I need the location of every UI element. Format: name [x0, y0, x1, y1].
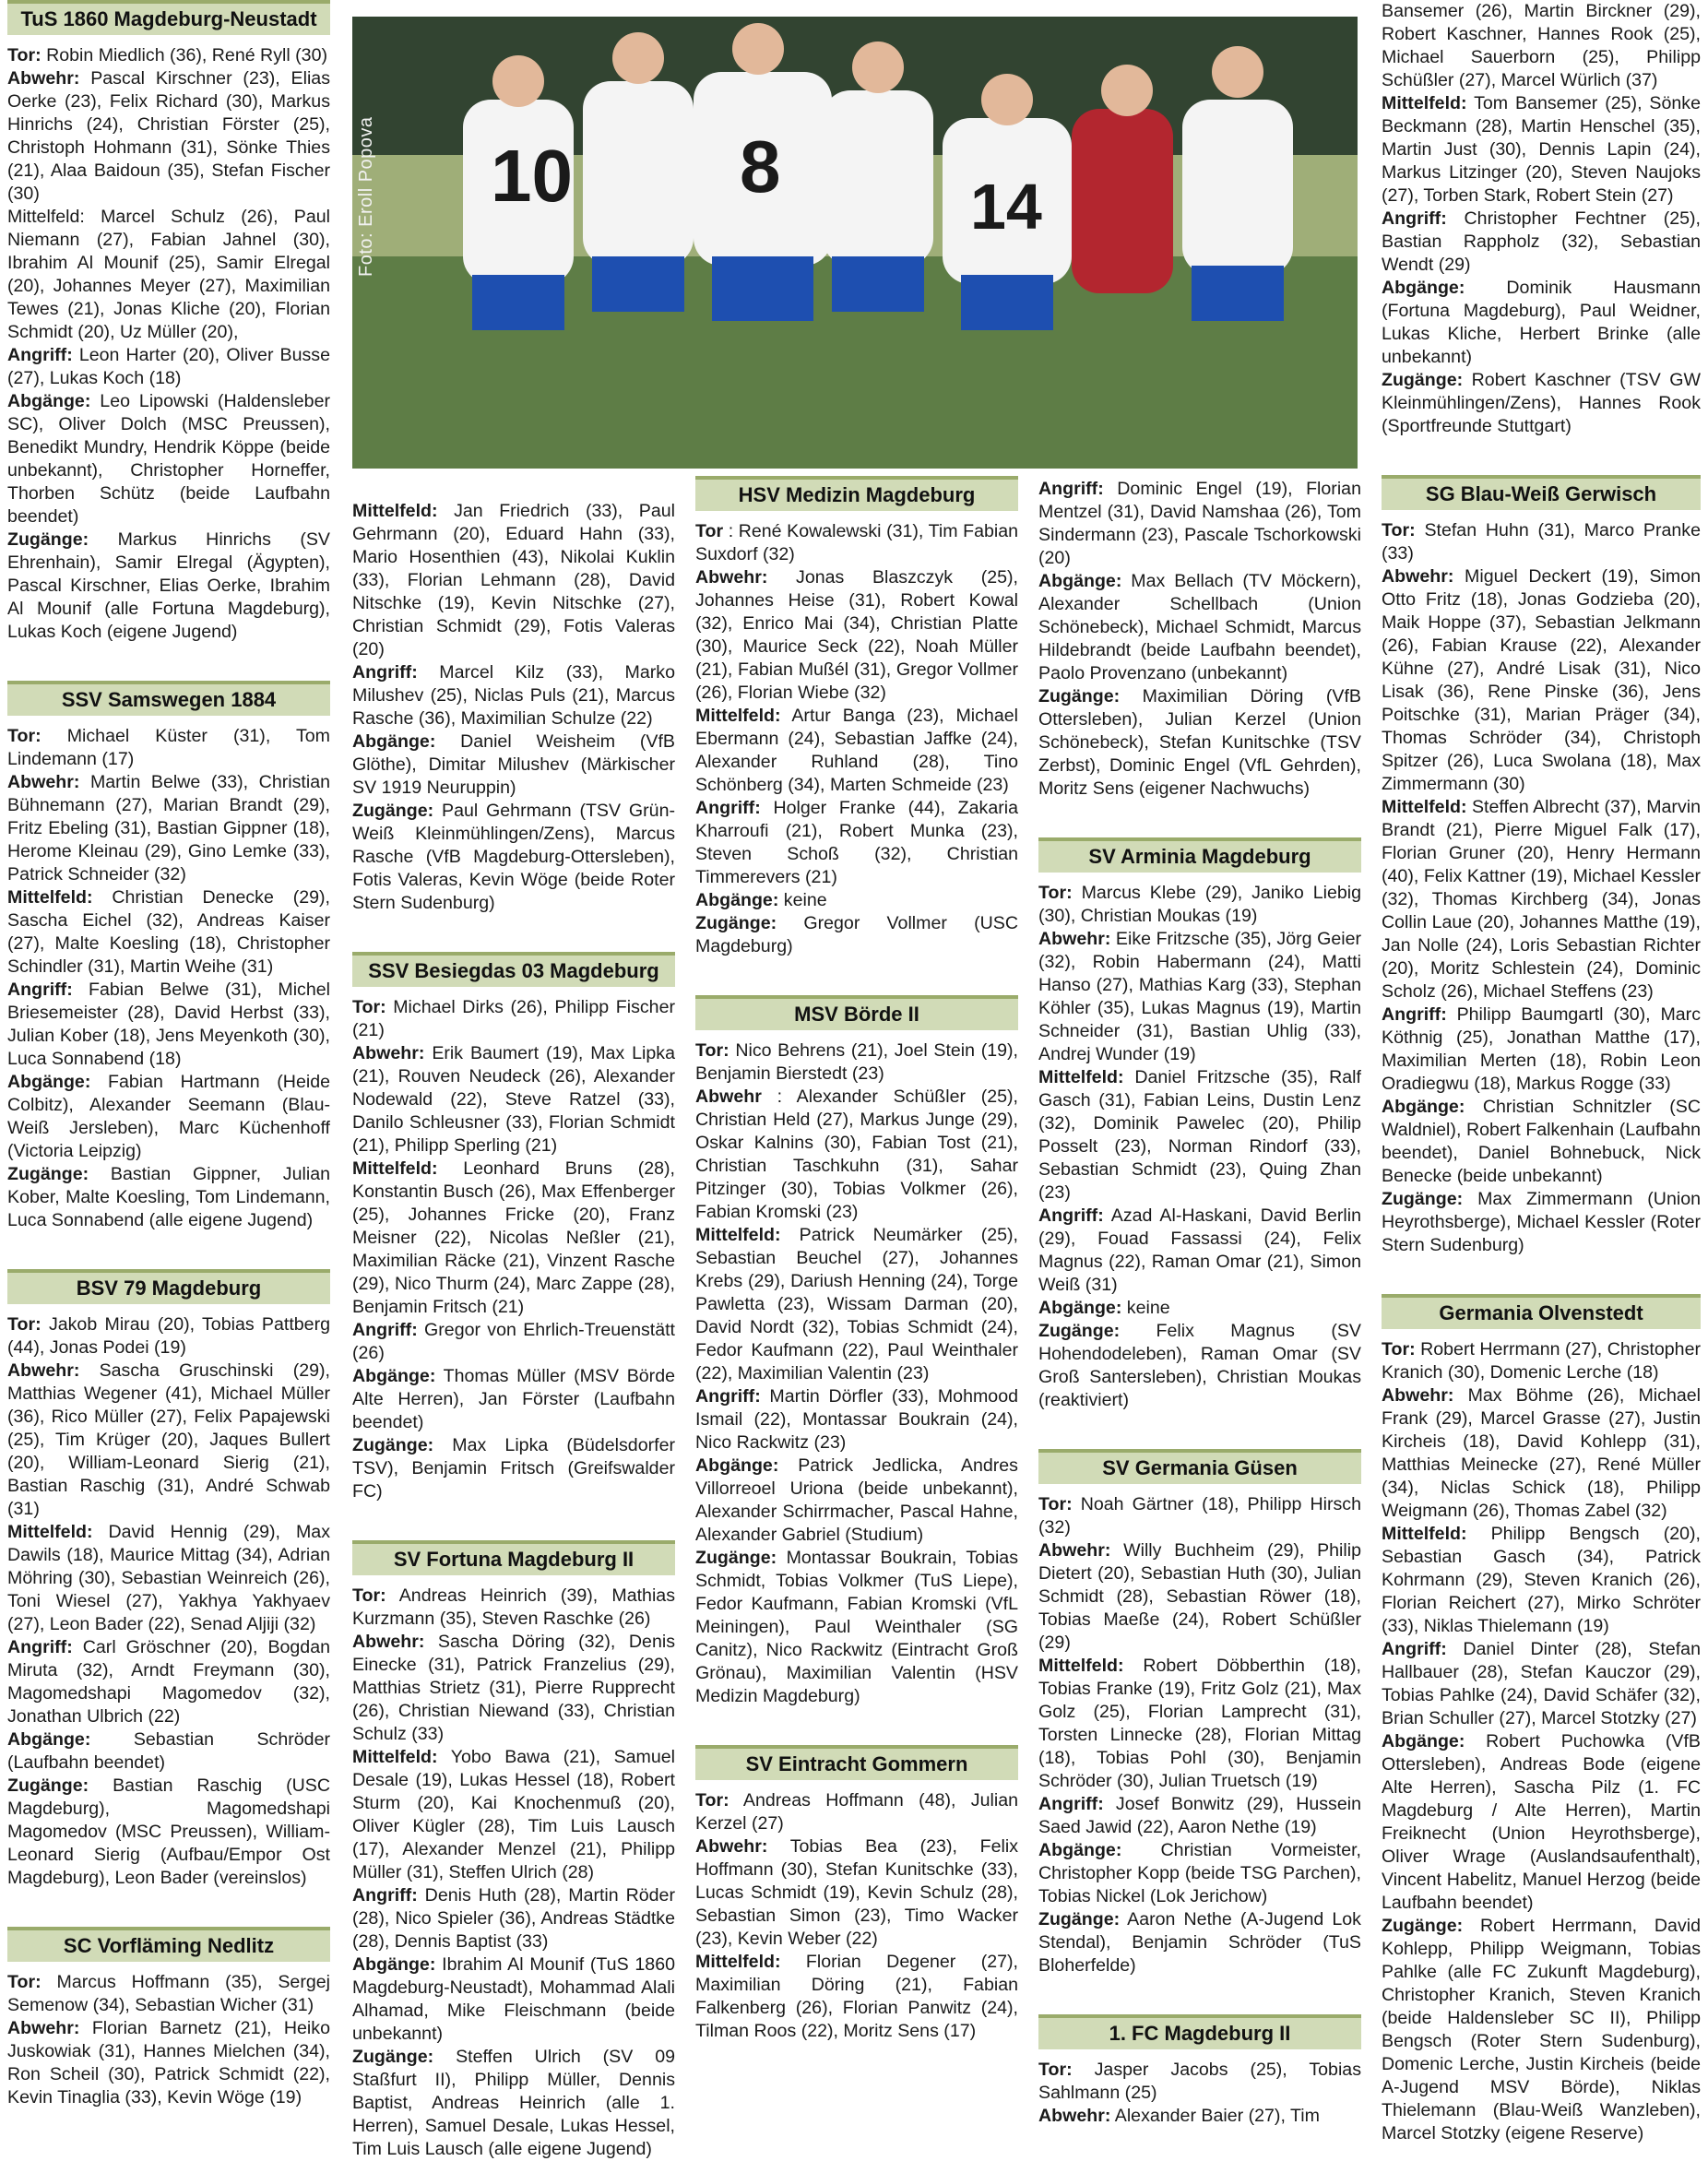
- player-list: Paul Gehrmann (TSV Grün-Weiß Kleinmühlingen/Zens), Marcus Rasche (VfB Magdeburg-Ottersleben), Fotis Valeras, Kevin Wöge (beide Roter Stern Sudenburg): [352, 801, 675, 913]
- svg-text:14: 14: [970, 171, 1042, 243]
- position-label: Abwehr:: [695, 567, 768, 588]
- player-list: Josef Bonwitz (29), Hussein Saed Jawid (22), Aaron Nethe (19): [1038, 1794, 1361, 1837]
- roster-entry: [352, 1319, 675, 1365]
- roster-entry: [1038, 1205, 1361, 1297]
- position-label: Abgänge:: [695, 890, 779, 910]
- roster-entry: [352, 1042, 675, 1158]
- roster-entry: [1382, 208, 1701, 277]
- player-list: Gregor von Ehrlich-Treuenstätt (26): [352, 1320, 675, 1363]
- position-label: Abwehr: [695, 1086, 762, 1107]
- player-list: Gregor Vollmer (USC Magdeburg): [695, 913, 1018, 956]
- team-header: SG Blau-Weiß Gerwisch: [1382, 475, 1701, 510]
- roster-entry: [7, 1971, 330, 2017]
- position-label: Mittelfeld:: [695, 706, 781, 726]
- roster-entry: [1382, 1096, 1701, 1188]
- position-label: Tor:: [1382, 1339, 1416, 1360]
- team-block: [695, 476, 1018, 958]
- roster-entry: [7, 725, 330, 771]
- player-list: Martin Dörfler (33), Mohmood Ismail (22), Montassar Boukrain (24), Nico Rackwitz (23): [695, 1386, 1018, 1453]
- player-list: Philipp Bengsch (20), Sebastian Gasch (34), Patrick Kohrmann (29), Steven Kranich (26), Florian Reichert (27), Mirko Schröter (33), Niklas Thielemann (19): [1382, 1524, 1701, 1636]
- position-label: Mittelfeld:: [1382, 93, 1467, 113]
- position-label: Angriff:: [1038, 1205, 1104, 1226]
- player-list: Robert Herrmann, David Kohlepp, Philipp Weigmann, Tobias Pahlke (alle FC Zukunft Magdeburg), Christopher Kranich, Steven Kranich (beide Haldensleber SC II), Philipp Bengsch (Roter Stern Sudenburg), Domenic Lerche, Justin Kircheis (beide A-Jugend MSV Börde), Niklas Thielemann (Blau-Weiß Wanzleben), Marcel Stotzky (eigene Reserve): [1382, 1916, 1701, 2143]
- team-block: [1038, 478, 1361, 801]
- roster-entry: [1038, 1297, 1361, 1320]
- position-label: Tor:: [1382, 520, 1416, 540]
- svg-text:8: 8: [740, 125, 781, 208]
- position-label: Abgänge:: [1382, 278, 1465, 298]
- position-label: Tor:: [7, 726, 42, 746]
- position-label: Mittelfeld:: [1038, 1656, 1124, 1676]
- player-list: Yobo Bawa (21), Samuel Desale (19), Lukas Hessel (18), Robert Sturm (20), Kai Knochenmuß (20), Oliver Kügler (28), Tim Luis Lausch (17), Alexander Menzel (21), Philipp Müller (31), Steffen Ulrich (28): [352, 1747, 676, 1882]
- team-block: [1382, 1294, 1701, 2145]
- team-header: MSV Börde II: [695, 995, 1018, 1030]
- roster-entry: [695, 797, 1018, 889]
- team-block: [1382, 475, 1701, 1257]
- player-list: Michael Dirks (26), Philipp Fischer (21): [352, 997, 675, 1040]
- position-label: Zugänge:: [352, 2047, 434, 2067]
- player-list: Willy Buchheim (29), Philip Dietert (20), Sebastian Huth (30), Julian Schmidt (28), Sebastian Röwer (18), Tobias Maeße (24), Robert Schüßler (29): [1038, 1540, 1361, 1653]
- position-label: Abwehr:: [1382, 566, 1454, 587]
- player-list: Sascha Döring (32), Denis Einecke (31), Patrick Franzelius (29), Matthias Strietz (31), Pierre Rupprecht (26), Christian Niewand (33), Christian Schulz (33): [352, 1632, 675, 1744]
- player-list: Daniel Fritzsche (35), Ralf Gasch (31), Fabian Leins, Dustin Lenz (32), Dominik Pawelec (20), Philip Posselt (23), Norman Rindorf (33), Sebastian Schmidt (23), Quing Zhan (23): [1038, 1067, 1361, 1203]
- player-list: Max Zimmermann (Union Heyrothsberge), Michael Kessler (Roter Stern Sudenburg): [1382, 1189, 1701, 1255]
- team-photo-illustration: [352, 17, 1358, 469]
- roster-entry: [7, 390, 330, 528]
- position-label: Abgänge:: [352, 731, 436, 752]
- position-label: Mittelfeld:: [352, 501, 438, 521]
- position-label: Angriff:: [7, 345, 73, 365]
- roster-entry: [1038, 1655, 1361, 1793]
- player-list: Jakob Mirau (20), Tobias Pattberg (44), Jonas Podei (19): [7, 1314, 330, 1358]
- position-label: Mittelfeld:: [1382, 1524, 1467, 1544]
- player-list: Nico Behrens (21), Joel Stein (19), Benjamin Bierstedt (23): [695, 1040, 1018, 1084]
- team-header: BSV 79 Magdeburg: [7, 1269, 330, 1304]
- team-block: [695, 1745, 1018, 2043]
- player-list: : René Kowalewski (31), Tim Fabian Suxdorf (32): [695, 521, 1019, 564]
- team-block: [1038, 2014, 1361, 2128]
- roster-entry: [7, 1163, 330, 1232]
- roster-entry: [1382, 1915, 1701, 2145]
- position-label: Mittelfeld:: [1038, 1067, 1124, 1087]
- player-list: Tobias Bea (23), Felix Hoffmann (30), Stefan Kunitschke (33), Lucas Schmidt (19), Kevin Schulz (28), Sebastian Simon (23), Timo Wacker (23), Kevin Weber (22): [695, 1836, 1018, 1949]
- player-list: Robert Döbberthin (18), Tobias Franke (19), Fritz Golz (21), Max Golz (25), Florian Lamprecht (31), Torsten Linnecke (28), Florian Mittag (18), Tobias Pohl (30), Benjamin Schröder (30), Julian Truetsch (19): [1038, 1656, 1361, 1791]
- player-list: Florian Degener (27), Maximilian Döring (21), Fabian Falkenberg (26), Florian Panwitz (24), Tilman Roos (22), Moritz Sens (17): [695, 1952, 1018, 2041]
- position-label: Abgänge:: [352, 1366, 436, 1386]
- roster-entry: [1038, 928, 1361, 1066]
- roster-entry: [352, 661, 675, 730]
- position-label: Angriff:: [7, 980, 73, 1000]
- position-label: Angriff:: [1038, 479, 1104, 499]
- roster-entry: [1038, 478, 1361, 570]
- photo-credit: Foto: Eroll Popova: [356, 116, 376, 277]
- roster-entry: [7, 1636, 330, 1728]
- position-label: Zugänge:: [1038, 686, 1121, 706]
- team-block: [352, 500, 675, 915]
- team-header: SV Eintracht Gommern: [695, 1745, 1018, 1780]
- position-label: Tor:: [1038, 2060, 1073, 2080]
- position-label: Abwehr:: [7, 68, 80, 89]
- roster-entry: [7, 979, 330, 1071]
- roster-entry: [1382, 1384, 1701, 1523]
- player-list: Stefan Huhn (31), Marco Pranke (33): [1382, 520, 1701, 564]
- roster-entry: [1382, 277, 1701, 369]
- roster-entry: [1382, 519, 1701, 565]
- position-label: Angriff:: [1382, 208, 1447, 229]
- roster-entry: [1038, 2105, 1361, 2128]
- team-header: TuS 1860 Magdeburg-Neustadt: [7, 0, 330, 35]
- player-list: Christian Vormeister, Christopher Kopp (beide TSG Parchen), Tobias Nickel (Lok Jerichow): [1038, 1840, 1361, 1906]
- position-label: Zugänge:: [695, 913, 777, 933]
- player-list: Dominik Hausmann (Fortuna Magdeburg), Paul Weidner, Lukas Kliche, Herbert Brinke (alle unbekannt): [1382, 278, 1701, 367]
- player-list: Denis Huth (28), Martin Röder (28), Nico Spieler (36), Andreas Städtke (28), Dennis Baptist (33): [352, 1885, 675, 1952]
- player-list: Leon Harter (20), Oliver Busse (27), Lukas Koch (18): [7, 345, 330, 388]
- player-list: Steffen Ulrich (SV 09 Staßfurt II), Philipp Müller, Dennis Baptist, Andreas Heinrich (alle 1. Herren), Samuel Desale, Lukas Hessel, Tim Luis Lausch (alle eigene Jugend): [352, 2047, 675, 2159]
- roster-entry: [1038, 570, 1361, 685]
- player-list: Jonas Blaszczyk (25), Johannes Heise (31), Robert Kowal (32), Enrico Mai (34), Christian Platte (30), Maurice Seck (22), Noah Müller (21), Fabian Mußél (31), Gregor Vollmer (26), Florian Wiebe (32): [695, 567, 1018, 703]
- position-label: Abgänge:: [695, 1455, 779, 1476]
- position-label: Tor: [695, 521, 724, 541]
- position-label: Abgänge:: [1038, 1298, 1122, 1318]
- svg-text:10: 10: [491, 135, 573, 217]
- position-label: Zugänge:: [1038, 1909, 1121, 1929]
- roster-entry: [695, 1835, 1018, 1951]
- roster-entry: [1038, 1066, 1361, 1205]
- roster-entry: [1038, 1539, 1361, 1655]
- player-list: Leonhard Bruns (28), Konstantin Busch (26), Max Effenberger (25), Johannes Fricke (20), Franz Meisner (22), Nicolas Neßler (21), Maximilian Räcke (21), Vinzent Rasche (29), Nico Thurm (24), Marc Zappe (28), Benjamin Fritsch (21): [352, 1158, 675, 1317]
- team-header: SSV Besiegdas 03 Magdeburg: [352, 952, 675, 987]
- position-label: Mittelfeld:: [695, 1225, 781, 1245]
- player-list: David Hennig (29), Max Dawils (18), Maurice Mittag (34), Adrian Möhring (30), Sebastian Weinreich (26), Toni Wiesel (27), Yakhya Yakhyaev (27), Leon Bader (22), Senad Aljiji (32): [7, 1522, 330, 1634]
- player-list: Andreas Heinrich (39), Mathias Kurzmann (35), Steven Raschke (26): [352, 1585, 675, 1629]
- roster-entry: [695, 566, 1018, 705]
- position-label: Tor:: [352, 997, 386, 1017]
- position-label: Angriff:: [1038, 1794, 1104, 1814]
- player-list: Christian Denecke (29), Sascha Eichel (32), Andreas Kaiser (27), Malte Koesling (18), Christopher Schindler (31), Martin Weihe (31): [7, 887, 330, 977]
- roster-entry: [1382, 1188, 1701, 1257]
- roster-entry: [1382, 1338, 1701, 1384]
- team-header: SV Germania Güsen: [1038, 1449, 1361, 1484]
- position-label: Tor:: [1038, 883, 1073, 903]
- roster-entry: [7, 1313, 330, 1360]
- roster-entry: [7, 1728, 330, 1775]
- player-list: Max Bellach (TV Möckern), Alexander Schellbach (Union Schönebeck), Michael Schmidt, Marcus Hildebrandt (beide Laufbahn beendet), Paolo Provenzano (unbekannt): [1038, 571, 1361, 683]
- position-label: Abwehr:: [7, 1360, 80, 1381]
- position-label: Zugänge:: [7, 529, 89, 550]
- position-label: Mittelfeld:: [695, 1952, 781, 1972]
- position-label: Abwehr:: [7, 2018, 80, 2038]
- roster-entry: [1038, 1908, 1361, 1977]
- roster-entry: [352, 1953, 675, 2046]
- position-label: Abgänge:: [1382, 1731, 1465, 1751]
- position-label: Mittelfeld:: [7, 1522, 93, 1542]
- player-list: Holger Franke (44), Zakaria Kharroufi (21), Robert Munka (23), Steven Schoß (32), Christian Timmerevers (21): [695, 798, 1018, 887]
- player-list: Sebastian Schröder (Laufbahn beendet): [7, 1729, 330, 1773]
- player-list: : Alexander Schüßler (25), Christian Held (27), Markus Junge (29), Oskar Kalnins (30), Fabian Tost (21), Christian Taschkuhn (31), Sahar Pitzinger (30), Tobias Volkmer (26), Fabian Kromski (23): [695, 1086, 1018, 1222]
- team-block: [352, 952, 675, 1503]
- player-list: Tom Bansemer (25), Sönke Beckmann (28), Martin Henschel (35), Martin Just (30), Dennis Lapin (24), Markus Litzinger (20), Steven Naujoks (27), Torben Stark, Robert Stein (27): [1382, 93, 1701, 206]
- position-label: Tor:: [1038, 1494, 1073, 1514]
- position-label: Zugänge:: [352, 801, 434, 821]
- position-label: Abwehr:: [1382, 1385, 1454, 1406]
- roster-entry: [7, 1071, 330, 1163]
- roster-entry: [695, 1224, 1018, 1385]
- player-list: Sascha Gruschinski (29), Matthias Wegener (41), Michael Müller (36), Rico Müller (27), Felix Papajewski (25), Tim Krüger (20), Jaques Bullert (20), William-Leonard Sierig (21), Bastian Raschig (31), André Schwab (31): [7, 1360, 330, 1519]
- position-label: Mittelfeld:: [1382, 797, 1467, 817]
- player-list: Patrick Jedlicka, Andres Villorreoel Uriona (beide unbekannt), Alexander Schirrmacher, Pascal Hahne, Alexander Gabriel (Studium): [695, 1455, 1018, 1545]
- player-list: Azad Al-Haskani, David Berlin (29), Fouad Fassassi (24), Felix Magnus (22), Raman Omar (21), Simon Weiß (31): [1038, 1205, 1361, 1295]
- position-label: Abwehr:: [352, 1043, 425, 1063]
- roster-entry: [352, 500, 675, 661]
- position-label: Angriff:: [352, 1885, 418, 1906]
- position-label: Tor:: [695, 1790, 729, 1811]
- roster-entry: [695, 912, 1018, 958]
- column-3: [695, 476, 1018, 2105]
- position-label: Angriff:: [1382, 1004, 1447, 1025]
- roster-entry: [7, 1775, 330, 1890]
- roster-entry: [695, 1547, 1018, 1708]
- player-list: Bastian Gippner, Julian Kober, Malte Koesling, Tom Lindemann, Luca Sonnabend (alle eigene Jugend): [7, 1164, 330, 1230]
- team-header: Germania Olvenstedt: [1382, 1294, 1701, 1329]
- position-label: Mittelfeld:: [7, 887, 93, 908]
- roster-entry: [695, 1086, 1018, 1224]
- player-list: Erik Baumert (19), Max Lipka (21), Rouven Neudeck (26), Alexander Nodewald (22), Steve Ratzel (33), Danilo Schleusner (33), Florian Schmidt (21), Philipp Sperling (21): [352, 1043, 675, 1156]
- position-label: Tor:: [7, 1314, 42, 1335]
- roster-entry: [352, 1884, 675, 1953]
- roster-entry: [7, 44, 330, 67]
- team-block: [1038, 837, 1361, 1412]
- player-list: Christian Schnitzler (SC Waldniel), Robert Falkenhain (Laufbahn beendet), Daniel Bohnebuck, Nick Benecke (beide unbekannt): [1382, 1097, 1701, 1186]
- player-list: Robert Herrmann (27), Christopher Kranich (30), Domenic Lerche (18): [1382, 1339, 1701, 1383]
- team-header: 1. FC Magdeburg II: [1038, 2014, 1361, 2049]
- roster-entry: [695, 1789, 1018, 1835]
- team-block: [352, 1540, 675, 2161]
- team-block: [7, 1927, 330, 2109]
- roster-entry: [1382, 1638, 1701, 1730]
- player-list: Jasper Jacobs (25), Tobias Sahlmann (25): [1038, 2060, 1362, 2103]
- position-label: Zugänge:: [695, 1548, 777, 1568]
- roster-entry: [352, 1631, 675, 1746]
- player-list: Daniel Dinter (28), Stefan Hallbauer (28), Stefan Kauczor (29), Tobias Pahlke (24), David Schäfer (32), Brian Schuller (27), Marcel Stotzky (27): [1382, 1639, 1701, 1728]
- roster-entry: [1382, 1730, 1701, 1915]
- position-label: Angriff:: [695, 798, 761, 818]
- roster-entry: [352, 2046, 675, 2161]
- position-label: Abwehr:: [7, 772, 80, 792]
- player-list: Andreas Hoffmann (48), Julian Kerzel (27): [695, 1790, 1018, 1834]
- roster-entry: [7, 1360, 330, 1521]
- player-list: Eike Fritzsche (35), Jörg Geier (32), Robin Habermann (24), Matti Hanso (27), Mathias Karg (33), Stephan Köhler (35), Lukas Magnus (19), Martin Schneider (31), Bastian Uhlig (33), Andrej Wunder (19): [1038, 929, 1361, 1064]
- position-label: Tor:: [352, 1585, 386, 1606]
- team-block: [1382, 0, 1701, 438]
- player-list: Daniel Weisheim (VfB Glöthe), Dimitar Milushev (Märkischer SV 1919 Neuruppin): [352, 731, 675, 798]
- player-list: Robert Kaschner (TSV GW Kleinmühlingen/Zens), Hannes Rook (Sportfreunde Stuttgart): [1382, 370, 1701, 436]
- roster-entry: [1382, 1523, 1701, 1638]
- roster-entry: [695, 1385, 1018, 1455]
- position-label: Abgänge:: [352, 1954, 436, 1975]
- player-list: Pascal Kirschner (23), Elias Oerke (23), Felix Richard (30), Markus Hinrichs (24), Christian Förster (25), Christoph Hohmann (31), Sönke Thies (21), Alaa Baidoun (35), Stefan Fischer (30): [7, 68, 330, 204]
- position-label: Abwehr:: [1038, 929, 1111, 949]
- position-label: Tor:: [695, 1040, 729, 1061]
- position-label: Zugänge:: [1382, 1916, 1464, 1936]
- roster-entry: [1038, 1493, 1361, 1539]
- position-label: Angriff:: [695, 1386, 761, 1407]
- player-list: Mittelfeld: Marcel Schulz (26), Paul Niemann (27), Fabian Jahnel (30), Ibrahim Al Mounif (25), Samir Elregal (20), Johannes Meyer (27), Maximilian Tewes (21), Jonas Kliche (20), Florian Schmidt (20), Uz Müller (20),: [7, 207, 330, 342]
- position-label: Abwehr:: [1038, 1540, 1111, 1561]
- position-label: Angriff:: [7, 1637, 73, 1657]
- roster-entry: [695, 889, 1018, 912]
- roster-entry: [695, 1039, 1018, 1086]
- team-block: [695, 995, 1018, 1708]
- roster-entry: [352, 1746, 675, 1884]
- roster-entry: [1038, 1839, 1361, 1908]
- position-label: Abgänge:: [1382, 1097, 1465, 1117]
- roster-entry: [352, 730, 675, 800]
- player-list: Marcus Klebe (29), Janiko Liebig (30), Christian Moukas (19): [1038, 883, 1362, 926]
- roster-entry: [695, 1455, 1018, 1547]
- team-block: [1038, 1449, 1361, 1977]
- roster-entry: [1038, 1793, 1361, 1839]
- roster-entry: [352, 800, 675, 915]
- roster-entry: [352, 996, 675, 1042]
- position-label: Abwehr:: [1038, 2106, 1111, 2126]
- player-list: Michael Küster (31), Tom Lindemann (17): [7, 726, 330, 769]
- roster-entry: [7, 2017, 330, 2109]
- roster-entry: [7, 886, 330, 979]
- roster-entry: [1038, 1320, 1361, 1412]
- roster-entry: [7, 771, 330, 886]
- position-label: Abgänge:: [7, 1072, 91, 1092]
- player-list: Philipp Baumgartl (30), Marc Köthnig (25), Jonathan Matthe (17), Maximilian Merten (18), Robin Leon Oradiegwu (18), Markus Rogge (33): [1382, 1004, 1701, 1094]
- column-2: [352, 500, 676, 2159]
- player-list: Martin Belwe (33), Christian Bühnemann (27), Marian Brandt (29), Fritz Ebeling (31), Bastian Gippner (18), Herome Kleinau (29), Gino Lemke (33), Patrick Schneider (32): [7, 772, 330, 885]
- player-list: Jan Friedrich (33), Paul Gehrmann (20), Eduard Hahn (33), Mario Hosenthien (43), Nikolai Kuklin (33), Florian Lehmann (28), David Nitschke (19), Kevin Nitschke (27), Christian Schmidt (29), Fotis Valeras (20): [352, 501, 675, 659]
- player-list: Patrick Neumärker (25), Sebastian Beuchel (27), Johannes Krebs (29), Dariush Henning (24), Torge Pawletta (23), Wissam Darman (20), David Nordt (32), Tobias Schmidt (24), Fedor Kaufmann (22), Paul Weinthaler (22), Maximilian Valentin (23): [695, 1225, 1018, 1383]
- roster-entry: [7, 1521, 330, 1636]
- roster-entry: [1382, 796, 1701, 1003]
- roster-entry: [695, 520, 1018, 566]
- team-header: SV Fortuna Magdeburg II: [352, 1540, 675, 1575]
- player-list: Carl Gröschner (20), Bogdan Miruta (32), Arndt Freymann (30), Magomedshapi Magomedov (32), Jonathan Ulbrich (22): [7, 1637, 330, 1727]
- player-list: keine: [1126, 1298, 1170, 1318]
- roster-entry: [352, 1365, 675, 1434]
- player-list: Noah Gärtner (18), Philipp Hirsch (32): [1038, 1494, 1361, 1538]
- roster-entry: [1038, 685, 1361, 801]
- position-label: Angriff:: [352, 662, 418, 683]
- player-list: Dominic Engel (19), Florian Mentzel (31), David Namshaa (26), Tom Sindermann (23), Pascale Tschorkowski (20): [1038, 479, 1361, 568]
- position-label: Abgänge:: [7, 1729, 91, 1750]
- player-list: Robert Puchowka (VfB Ottersleben), Andreas Bode (eigene Alte Herren), Sascha Pilz (1. FC Magdeburg / Alte Herren), Martin Freiknecht (Union Heyrothsberge), Oliver Wrage (Auslandsaufenthalt), Vincent Habelitz, Manuel Herzog (beide Laufbahn beendet): [1382, 1731, 1701, 1913]
- player-list: keine: [783, 890, 827, 910]
- player-list: Maximilian Döring (VfB Ottersleben), Julian Kerzel (Union Schönebeck), Stefan Kunitschke (TSV Zerbst), Dominic Engel (VfL Gehrden), Moritz Sens (eigener Nachwuchs): [1038, 686, 1361, 799]
- team-block: [7, 0, 330, 644]
- player-list: Christopher Fechtner (25), Bastian Rappholz (32), Sebastian Wendt (29): [1382, 208, 1701, 275]
- roster-entry: [1382, 92, 1701, 208]
- player-list: Bastian Raschig (USC Magdeburg), Magomedshapi Magomedov (MSC Preussen), William-Leonard Sierig (Aufbau/Empor Ost Magdeburg), Leon Bader (vereinslos): [7, 1775, 330, 1888]
- position-label: Angriff:: [1382, 1639, 1447, 1659]
- player-list: Ibrahim Al Mounif (TuS 1860 Magdeburg-Neustadt), Mohammad Alali Alhamad, Mike Fleischmann (beide unbekannt): [352, 1954, 675, 2044]
- player-list: Felix Magnus (SV Hohendodeleben), Raman Omar (SV Groß Santersleben), Christian Moukas (reaktiviert): [1038, 1321, 1361, 1410]
- roster-entry: [7, 67, 330, 206]
- team-header: HSV Medizin Magdeburg: [695, 476, 1018, 511]
- position-label: Abwehr:: [695, 1836, 768, 1857]
- team-photo: [352, 17, 1358, 469]
- position-label: Tor:: [7, 1972, 42, 1992]
- player-list: Max Böhme (26), Michael Frank (29), Marcel Grasse (27), Justin Kircheis (18), David Kohlepp (31), Matthias Meinecke (27), René Müller (34), Niclas Schick (18), Philipp Weigmann (26), Thomas Zabel (32): [1382, 1385, 1701, 1521]
- player-list: Alexander Baier (27), Tim: [1114, 2106, 1320, 2126]
- roster-entry: [1382, 565, 1701, 796]
- roster-entry: [1038, 2059, 1361, 2105]
- player-list: Montassar Boukrain, Tobias Schmidt, Tobias Volkmer (TuS Liepe), Fedor Kaufmann, Fabian Kromski (VfL Meiningen), Paul Weinthaler (SG Canitz), Nico Rackwitz (Eintracht Groß Grönau), Maximilian Valentin (HSV Medizin Magdeburg): [695, 1548, 1018, 1706]
- position-label: Zugänge:: [7, 1775, 89, 1796]
- roster-entry: [1038, 882, 1361, 928]
- team-header: SC Vorfläming Nedlitz: [7, 1927, 330, 1962]
- player-list: Aaron Nethe (A-Jugend Lok Stendal), Benjamin Schröder (TuS Bloherfelde): [1038, 1909, 1361, 1976]
- position-label: Mittelfeld:: [352, 1158, 438, 1179]
- roster-entry: [352, 1158, 675, 1319]
- column-5: [1382, 0, 1701, 2143]
- position-label: Abwehr:: [352, 1632, 425, 1652]
- roster-entry: [1382, 1003, 1701, 1096]
- roster-entry: [1382, 0, 1701, 92]
- team-header: SSV Samswegen 1884: [7, 681, 330, 716]
- roster-entry: [352, 1434, 675, 1503]
- position-label: Zugänge:: [7, 1164, 89, 1184]
- roster-entry: [695, 1951, 1018, 2043]
- position-label: Angriff:: [352, 1320, 418, 1340]
- player-list: Miguel Deckert (19), Simon Otto Fritz (18), Jonas Godzieba (20), Maik Hoppe (37), Sebastian Jelkmann (26), Fabian Krause (22), Alexander Kühne (27), André Lisak (31), Nico Lisak (36), Rene Pinske (36), Jens Poitschke (31), Marian Präger (34), Thomas Schröder (34), Christoph Spitzer (26), Luca Swolana (18), Max Zimmermann (30): [1382, 566, 1701, 794]
- team-block: [7, 681, 330, 1232]
- position-label: Tor:: [7, 45, 42, 65]
- position-label: Mittelfeld:: [352, 1747, 438, 1767]
- column-4: [1038, 478, 1362, 2126]
- player-list: Fabian Hartmann (Heide Colbitz), Alexander Seemann (Blau-Weiß Jersleben), Marc Küchenhoff (Victoria Leipzig): [7, 1072, 330, 1161]
- column-1: [7, 0, 331, 2108]
- position-label: Zugänge:: [1382, 1189, 1464, 1209]
- player-list: Florian Barnetz (21), Heiko Juskowiak (31), Hannes Mielchen (34), Ron Scheil (30), Patrick Schmidt (22), Kevin Tinaglia (33), Kevin Wöge (19): [7, 2018, 330, 2108]
- player-list: Robin Miedlich (36), René Ryll (30): [46, 45, 328, 65]
- position-label: Abgänge:: [7, 391, 91, 411]
- roster-entry: [1382, 369, 1701, 438]
- position-label: Abgänge:: [1038, 1840, 1122, 1860]
- team-block: [7, 1269, 330, 1890]
- roster-entry: [7, 206, 330, 344]
- player-list: Bansemer (26), Martin Birckner (29), Robert Kaschner, Hannes Rook (25), Michael Sauerborn (25), Philipp Schüßler (27), Marcel Würlich (37): [1382, 1, 1701, 90]
- roster-entry: [695, 705, 1018, 797]
- player-list: Steffen Albrecht (37), Marvin Brandt (21), Pierre Miguel Falk (17), Florian Gruner (20), Henry Hermann (40), Felix Kattner (19), Michael Kessler (32), Thomas Kirchberg (34), Jonas Collin Laue (20), Johannes Matthe (19), Jan Nolle (24), Loris Sebastian Richter (20), Moritz Schlestein (24), Dominic Scholz (26), Michael Steffens (23): [1382, 797, 1701, 1002]
- player-list: Markus Hinrichs (SV Ehrenhain), Samir Elregal (Ägypten), Pascal Kirschner, Elias Oerke, Ibrahim Al Mounif (alle Fortuna Magdeburg), Lukas Koch (eigene Jugend): [7, 529, 330, 642]
- team-header: SV Arminia Magdeburg: [1038, 837, 1361, 873]
- player-list: Artur Banga (23), Michael Ebermann (24), Sebastian Jaffke (24), Alexander Ruhland (28), Tino Schönberg (34), Marten Schmeide (23): [695, 706, 1018, 795]
- player-list: Max Lipka (Büdelsdorfer TSV), Benjamin Fritsch (Greifswalder FC): [352, 1435, 675, 1502]
- roster-entry: [7, 528, 330, 644]
- position-label: Zugänge:: [1382, 370, 1464, 390]
- player-list: Fabian Belwe (31), Michel Briesemeister (28), David Herbst (33), Julian Kober (18), Jens Meyenkoth (30), Luca Sonnabend (18): [7, 980, 331, 1069]
- player-list: Marcel Kilz (33), Marko Milushev (25), Niclas Puls (21), Marcus Rasche (36), Maximilian Schulze (22): [352, 662, 675, 729]
- player-list: Leo Lipowski (Haldensleber SC), Oliver Dolch (MSC Preussen), Benedikt Mundry, Hendrik Köppe (beide unbekannt), Christopher Horneffer, Thorben Schütz (beide Laufbahn beendet): [7, 391, 330, 527]
- player-list: Marcus Hoffmann (35), Sergej Semenow (34), Sebastian Wicher (31): [7, 1972, 330, 2015]
- roster-entry: [7, 344, 330, 390]
- position-label: Zugänge:: [1038, 1321, 1121, 1341]
- position-label: Abgänge:: [1038, 571, 1122, 591]
- roster-entry: [352, 1585, 675, 1631]
- position-label: Zugänge:: [352, 1435, 434, 1455]
- player-list: Thomas Müller (MSV Börde Alte Herren), Jan Förster (Laufbahn beendet): [352, 1366, 675, 1432]
